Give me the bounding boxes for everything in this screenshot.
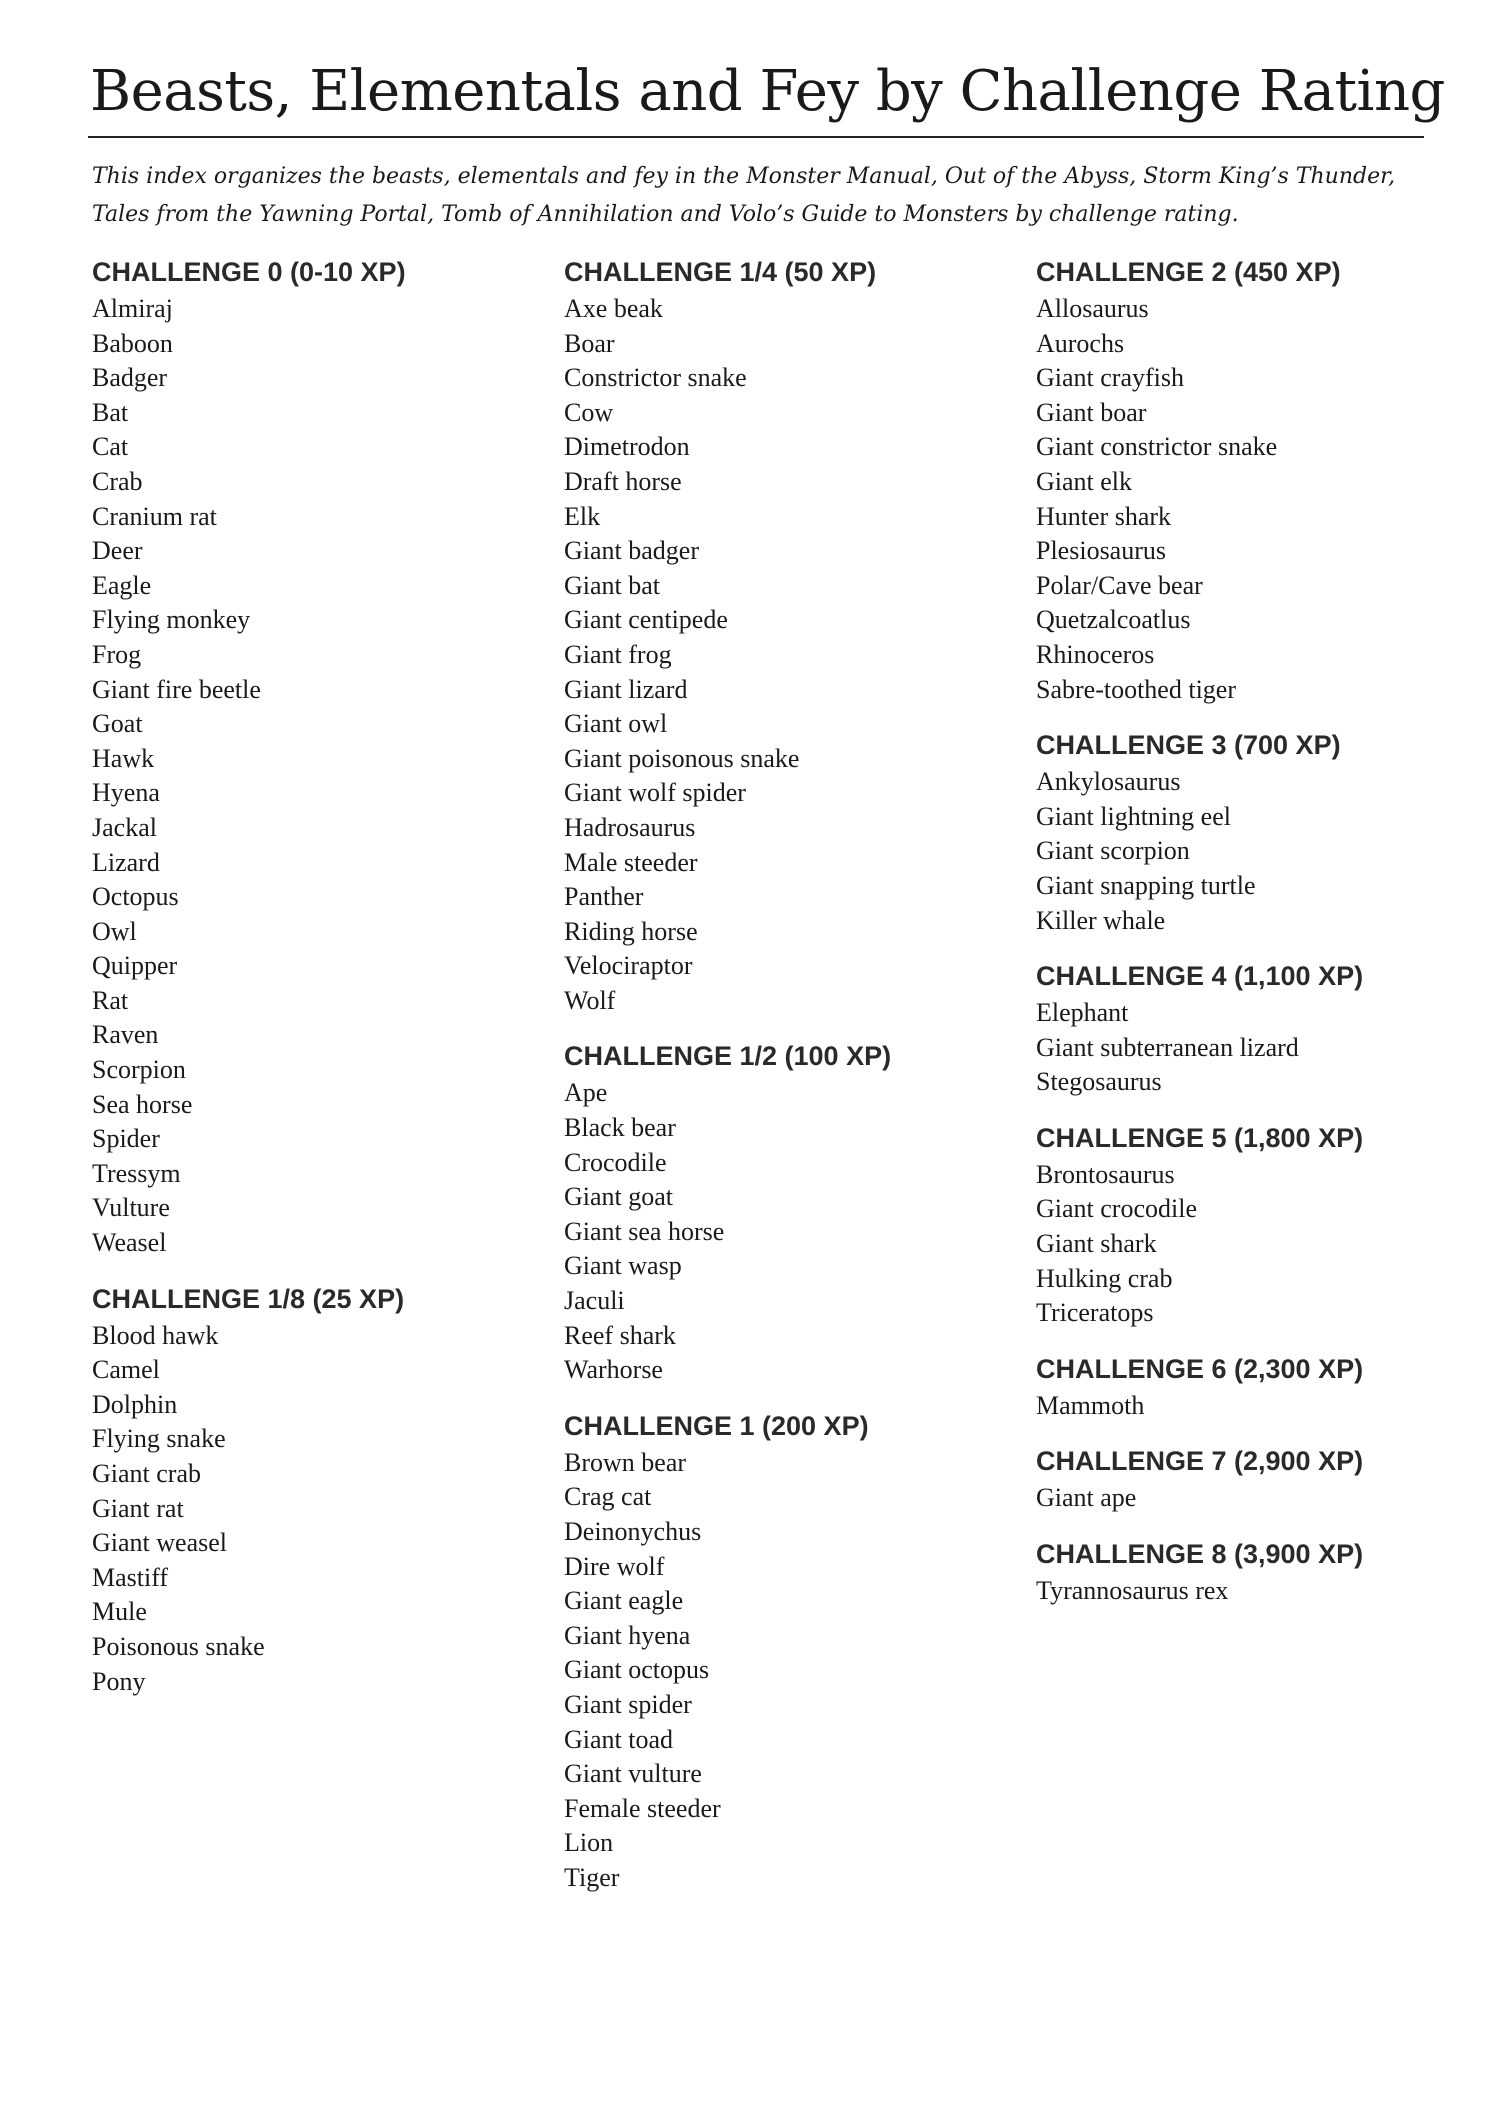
creature-name: Elk — [564, 501, 601, 531]
creature-name: Giant wolf spider — [564, 778, 746, 808]
creature-name: Tressym — [92, 1158, 181, 1188]
challenge-section — [1036, 1534, 1476, 1609]
creature-list — [1036, 765, 1476, 938]
creature-name: Giant crayfish — [1036, 363, 1185, 393]
creature-list — [92, 292, 532, 1261]
creature-name: Rat — [92, 985, 129, 1015]
intro-line: This index organizes the beasts, elementals and fey in the Monster Manual, Out of the Abyss, Storm King’s Thunder, — [92, 164, 1396, 189]
challenge-heading: CHALLENGE 1 (200 XP) — [564, 1410, 869, 1441]
creature-name: Blood hawk — [92, 1320, 219, 1350]
creature-name: Goat — [92, 709, 143, 739]
creature-name: Axe beak — [564, 294, 663, 323]
creature-name: Crocodile — [564, 1147, 667, 1177]
creature-name: Giant lightning eel — [1036, 801, 1231, 831]
creature-name: Cow — [564, 397, 614, 427]
creature-name: Poisonous snake — [92, 1631, 265, 1661]
creature-name: Deer — [92, 536, 143, 566]
creature-name: Cat — [92, 432, 129, 462]
creature-name: Hulking crab — [1036, 1263, 1173, 1293]
column-3 — [1036, 252, 1476, 1627]
creature-name: Giant owl — [564, 709, 668, 739]
creature-name: Spider — [92, 1124, 160, 1154]
creature-name: Hyena — [92, 778, 160, 808]
creature-name: Deinonychus — [564, 1517, 702, 1546]
creature-name: Giant hyena — [564, 1620, 691, 1650]
creature-name: Lizard — [92, 847, 160, 877]
creature-name: Eagle — [92, 570, 152, 600]
challenge-heading: CHALLENGE 0 (0-10 XP) — [92, 257, 406, 287]
challenge-heading: CHALLENGE 2 (450 XP) — [1036, 257, 1341, 287]
challenge-heading: CHALLENGE 7 (2,900 XP) — [1036, 1446, 1364, 1477]
creature-name: Draft horse — [564, 466, 682, 496]
creature-name: Giant octopus — [564, 1655, 710, 1685]
creature-name: Scorpion — [92, 1055, 186, 1085]
creature-name: Almiraj — [92, 294, 173, 323]
creature-name: Wolf — [564, 985, 616, 1015]
creature-name: Stegosaurus — [1036, 1067, 1162, 1097]
creature-name: Owl — [92, 916, 137, 946]
creature-name: Giant crab — [92, 1459, 202, 1488]
creature-name: Flying snake — [92, 1424, 226, 1454]
creature-name: Brontosaurus — [1036, 1159, 1175, 1189]
creature-name: Giant frog — [564, 639, 672, 669]
creature-name: Triceratops — [1036, 1298, 1154, 1328]
creature-name: Boar — [564, 328, 615, 358]
creature-list — [1036, 292, 1476, 707]
creature-name: Giant poisonous snake — [564, 743, 800, 773]
creature-name: Lion — [564, 1828, 614, 1858]
creature-name: Pony — [92, 1666, 146, 1696]
creature-name: Male steeder — [564, 847, 698, 877]
challenge-section — [564, 252, 1004, 1018]
creature-list — [564, 1446, 1004, 1896]
creature-name: Elephant — [1036, 998, 1129, 1028]
creature-list — [1036, 1389, 1476, 1424]
challenge-heading: CHALLENGE 8 (3,900 XP) — [1036, 1539, 1364, 1570]
creature-name: Weasel — [92, 1228, 167, 1258]
creature-name: Dire wolf — [564, 1551, 665, 1581]
creature-name: Allosaurus — [1036, 294, 1149, 323]
creature-name: Riding horse — [564, 916, 698, 946]
creature-name: Killer whale — [1036, 905, 1166, 935]
creature-name: Giant weasel — [92, 1528, 228, 1558]
creature-name: Vulture — [92, 1193, 170, 1223]
challenge-section — [564, 1036, 1004, 1387]
creature-list — [92, 1319, 532, 1700]
creature-name: Giant wasp — [564, 1251, 682, 1281]
challenge-section — [564, 1406, 1004, 1896]
creature-name: Hadrosaurus — [564, 812, 696, 842]
creature-name: Plesiosaurus — [1036, 536, 1166, 566]
challenge-section — [1036, 1118, 1476, 1331]
creature-name: Rhinoceros — [1036, 639, 1155, 669]
challenge-heading: CHALLENGE 1/8 (25 XP) — [92, 1283, 405, 1314]
creature-name: Giant scorpion — [1036, 836, 1190, 866]
challenge-section — [92, 252, 532, 1261]
creature-name: Cranium rat — [92, 501, 217, 531]
creature-name: Octopus — [92, 882, 179, 912]
creature-name: Crag cat — [564, 1482, 652, 1512]
creature-name: Giant eagle — [564, 1586, 684, 1616]
creature-name: Giant sea horse — [564, 1216, 725, 1246]
creature-name: Flying monkey — [92, 605, 251, 635]
creature-name: Camel — [92, 1355, 160, 1385]
creature-name: Black bear — [564, 1113, 676, 1143]
creature-name: Giant snapping turtle — [1036, 870, 1256, 900]
creature-name: Tyrannosaurus rex — [1036, 1576, 1229, 1606]
page-title: Beasts, Elementals and Fey by Challenge Rating — [90, 59, 1445, 124]
creature-name: Ape — [564, 1078, 608, 1108]
creature-name: Brown bear — [564, 1447, 687, 1477]
column-2 — [564, 252, 1004, 1914]
creature-name: Female steeder — [564, 1793, 721, 1823]
creature-name: Constrictor snake — [564, 363, 747, 393]
creature-name: Hawk — [92, 743, 155, 773]
creature-list — [564, 292, 1004, 1018]
creature-name: Giant goat — [564, 1182, 674, 1212]
challenge-section — [1036, 252, 1476, 707]
intro-line: Tales from the Yawning Portal, Tomb of Annihilation and Volo’s Guide to Monsters by challenge rating. — [92, 202, 1239, 227]
challenge-heading: CHALLENGE 6 (2,300 XP) — [1036, 1353, 1364, 1384]
creature-name: Giant subterranean lizard — [1036, 1032, 1299, 1062]
creature-name: Giant ape — [1036, 1483, 1137, 1513]
creature-name: Ankylosaurus — [1036, 767, 1181, 797]
creature-name: Badger — [92, 363, 168, 393]
creature-name: Raven — [92, 1020, 159, 1050]
challenge-heading: CHALLENGE 5 (1,800 XP) — [1036, 1122, 1364, 1153]
challenge-section — [1036, 1349, 1476, 1424]
creature-name: Bat — [92, 397, 129, 427]
challenge-section — [1036, 725, 1476, 938]
creature-list — [1036, 1158, 1476, 1331]
creature-name: Quipper — [92, 951, 178, 981]
creature-name: Giant toad — [564, 1724, 674, 1754]
creature-name: Giant boar — [1036, 397, 1147, 427]
creature-name: Giant crocodile — [1036, 1194, 1197, 1224]
creature-name: Tiger — [564, 1862, 620, 1892]
creature-name: Frog — [92, 639, 142, 669]
creature-name: Jaculi — [564, 1286, 625, 1316]
creature-list — [1036, 1481, 1476, 1516]
creature-list — [1036, 1574, 1476, 1609]
creature-name: Mule — [92, 1597, 147, 1627]
creature-name: Giant spider — [564, 1689, 692, 1719]
creature-name: Mammoth — [1036, 1390, 1145, 1420]
creature-name: Dimetrodon — [564, 432, 690, 462]
title-divider — [88, 136, 1424, 138]
challenge-section — [1036, 956, 1476, 1100]
creature-name: Sabre-toothed tiger — [1036, 674, 1236, 704]
creature-name: Sea horse — [92, 1089, 193, 1119]
creature-name: Baboon — [92, 328, 173, 358]
creature-list — [564, 1076, 1004, 1387]
challenge-heading: CHALLENGE 3 (700 XP) — [1036, 730, 1341, 761]
challenge-heading: CHALLENGE 1/2 (100 XP) — [564, 1041, 892, 1072]
intro-paragraph — [92, 158, 1432, 234]
creature-name: Velociraptor — [564, 951, 693, 981]
creature-name: Giant rat — [92, 1493, 184, 1523]
creature-name: Giant vulture — [564, 1759, 702, 1789]
creature-name: Dolphin — [92, 1389, 178, 1419]
creature-name: Giant bat — [564, 570, 661, 600]
creature-name: Reef shark — [564, 1320, 676, 1350]
creature-name: Crab — [92, 466, 143, 496]
creature-name: Jackal — [92, 812, 157, 842]
creature-name: Panther — [564, 882, 644, 912]
creature-name: Polar/Cave bear — [1036, 570, 1203, 600]
creature-name: Giant shark — [1036, 1229, 1157, 1259]
column-1 — [92, 252, 532, 1717]
creature-name: Warhorse — [564, 1355, 663, 1385]
challenge-section — [1036, 1441, 1476, 1516]
creature-name: Giant lizard — [564, 674, 688, 704]
creature-name: Hunter shark — [1036, 501, 1172, 531]
creature-name: Giant badger — [564, 536, 700, 566]
creature-name: Giant fire beetle — [92, 674, 261, 704]
creature-name: Aurochs — [1036, 328, 1125, 358]
creature-name: Mastiff — [92, 1562, 169, 1592]
creature-list — [1036, 996, 1476, 1100]
challenge-heading: CHALLENGE 4 (1,100 XP) — [1036, 961, 1364, 992]
creature-name: Quetzalcoatlus — [1036, 605, 1191, 635]
challenge-heading: CHALLENGE 1/4 (50 XP) — [564, 257, 877, 287]
creature-name: Giant centipede — [564, 605, 728, 635]
creature-name: Giant constrictor snake — [1036, 432, 1278, 462]
challenge-section — [92, 1279, 532, 1700]
creature-name: Giant elk — [1036, 466, 1133, 496]
